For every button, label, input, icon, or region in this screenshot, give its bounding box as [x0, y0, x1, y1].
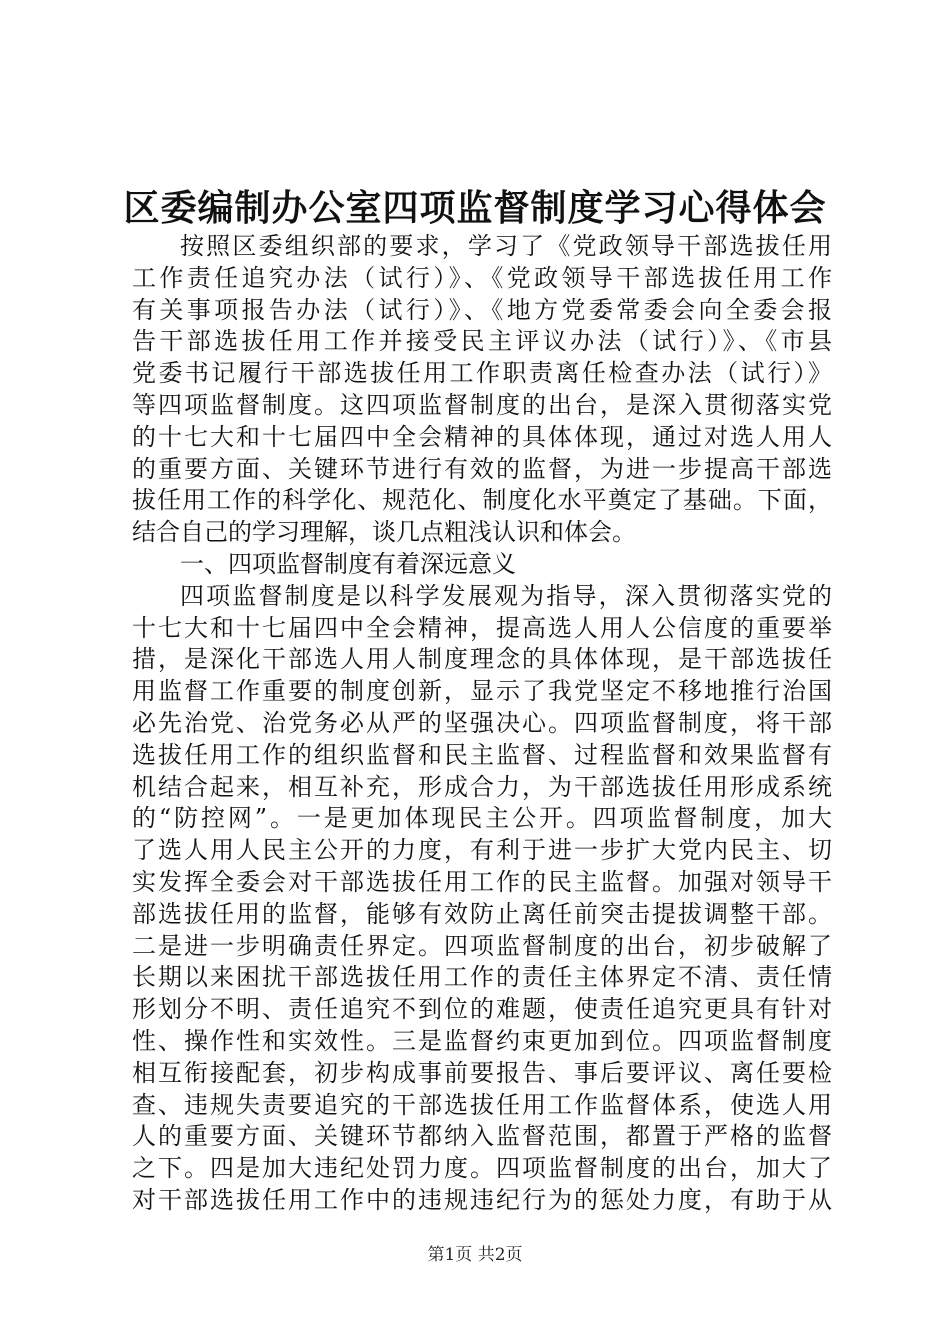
body-line: 的重要方面、关键环节进行有效的监督，为进一步提高干部选: [132, 454, 832, 483]
section-heading: 一、四项监督制度有着深远意义: [180, 549, 516, 578]
body-line: 形划分不明、责任追究不到位的难题，使责任追究更具有针对: [132, 995, 832, 1024]
body-line: 人的重要方面、关键环节都纳入监督范围，都置于严格的监督: [132, 1122, 832, 1151]
page-number-footer: 第1页 共2页: [427, 1245, 523, 1265]
body-line: 用监督工作重要的制度创新，显示了我党坚定不移地推行治国: [132, 677, 832, 706]
body-line: 的十七大和十七届四中全会精神的具体体现，通过对选人用人: [132, 422, 832, 451]
body-line: 拔任用工作的科学化、规范化、制度化水平奠定了基础。下面，: [132, 486, 832, 515]
body-line: 了选人用人民主公开的力度，有利于进一步扩大党内民主、切: [132, 836, 832, 865]
body-line: 告干部选拔任用工作并接受民主评议办法（试行）》、《市县: [132, 327, 832, 356]
body-line: 相互衔接配套，初步构成事前要报告、事后要评议、离任要检: [132, 1058, 832, 1087]
body-line: 有关事项报告办法（试行）》、《地方党委常委会向全委会报: [132, 295, 832, 324]
body-line: 查、违规失责要追究的干部选拔任用工作监督体系，使选人用: [132, 1090, 832, 1119]
body-line: 之下。四是加大违纪处罚力度。四项监督制度的出台，加大了: [132, 1154, 832, 1183]
body-line: 结合自己的学习理解，谈几点粗浅认识和体会。: [132, 518, 636, 547]
body-line: 工作责任追究办法（试行）》、《党政领导干部选拔任用工作: [132, 263, 832, 292]
body-line: 等四项监督制度。这四项监督制度的出台，是深入贯彻落实党: [132, 390, 832, 419]
body-line: 党委书记履行干部选拔任用工作职责离任检查办法（试行）》: [132, 359, 832, 388]
body-line: 部选拔任用的监督，能够有效防止离任前突击提拔调整干部。: [132, 899, 832, 928]
document-body: [132, 231, 832, 1217]
body-line: 二是进一步明确责任界定。四项监督制度的出台，初步破解了: [132, 931, 832, 960]
body-line: 必先治党、治党务必从严的坚强决心。四项监督制度，将干部: [132, 708, 832, 737]
body-line: 性、操作性和实效性。三是监督约束更加到位。四项监督制度: [132, 1026, 832, 1055]
body-line: 四项监督制度是以科学发展观为指导，深入贯彻落实党的: [180, 581, 832, 610]
body-line: 十七大和十七届四中全会精神，提高选人用人公信度的重要举: [132, 613, 832, 642]
body-line: 机结合起来，相互补充，形成合力，为干部选拔任用形成系统: [132, 772, 832, 801]
body-line: 措，是深化干部选人用人制度理念的具体体现，是干部选拔任: [132, 645, 832, 674]
body-line: 实发挥全委会对干部选拔任用工作的民主监督。加强对领导干: [132, 867, 832, 896]
body-line: 对干部选拔任用工作中的违规违纪行为的惩处力度，有助于从: [132, 1185, 832, 1214]
body-line: 按照区委组织部的要求，学习了《党政领导干部选拔任用: [180, 232, 832, 260]
body-line: 的“防控网”。一是更加体现民主公开。四项监督制度，加大: [132, 804, 832, 833]
body-line: 长期以来困扰干部选拔任用工作的责任主体界定不清、责任情: [132, 963, 832, 992]
body-line: 选拔任用工作的组织监督和民主监督、过程监督和效果监督有: [132, 740, 832, 769]
document-title: 区委编制办公室四项监督制度学习心得体会: [123, 187, 827, 229]
